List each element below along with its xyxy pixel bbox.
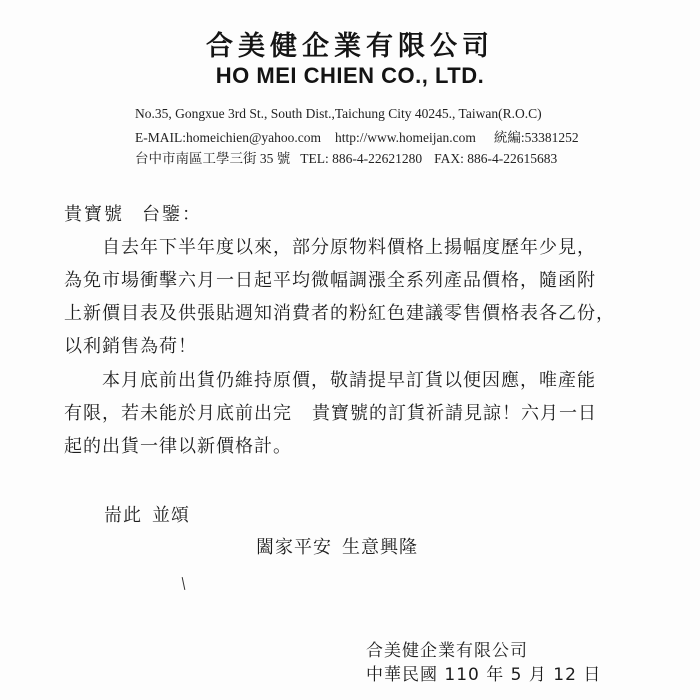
phone-line — [135, 147, 557, 167]
email-text: E-MAIL:homeichien@yahoo.com — [135, 130, 322, 145]
greeting-line — [256, 533, 418, 559]
company-name-chinese: 合美健企業有限公司 — [206, 31, 494, 62]
greeting-part2: 生意興隆 — [342, 537, 418, 558]
paragraph2-line2-part1: 有限，若未能於月底前出完 — [64, 403, 292, 424]
salutation — [64, 200, 202, 226]
closing-part2: 並頌 — [152, 505, 190, 526]
paragraph1-line2: 為免市場衝擊六月一日起平均微幅調漲全系列產品價格，隨函附 — [64, 270, 596, 291]
closing-line — [104, 501, 190, 527]
paragraph1-line3: 上新價目表及供張貼週知消費者的粉紅色建議零售價格表各乙份， — [64, 303, 615, 324]
paragraph1-line4: 以利銷售為荷！ — [64, 336, 197, 357]
contact-line — [135, 126, 579, 146]
stray-pen-mark — [182, 577, 186, 590]
paragraph2-line2 — [64, 399, 597, 425]
salutation-suffix: 台鑒： — [142, 204, 202, 225]
paragraph2-line1: 本月底前出貨仍維持原價，敬請提早訂貨以便因應，唯產能 — [102, 370, 596, 391]
tel-text: TEL: 886-4-22621280 — [300, 151, 423, 166]
tax-id-text: 統編:53381252 — [493, 130, 579, 145]
salutation-name: 貴寶號 — [64, 204, 124, 225]
address-chinese: 台中市南區工學三街 35 號 — [135, 151, 291, 166]
greeting-part1: 闔家平安 — [256, 537, 332, 558]
signature-date: 中華民國 110 年 5 月 12 日 — [366, 665, 602, 685]
signature-company: 合美健企業有限公司 — [366, 641, 528, 661]
paragraph2-line3: 起的出貨一律以新價格計。 — [64, 436, 292, 457]
address-english: No.35, Gongxue 3rd St., South Dist.,Taichung City 40245., Taiwan(R.O.C) — [135, 106, 542, 121]
closing-part1: 耑此 — [104, 505, 142, 526]
paragraph2-line2-part2: 貴寶號的訂貨祈請見諒！六月一日 — [312, 403, 597, 424]
website-text: http://www.homeijan.com — [335, 130, 476, 145]
paragraph1-line1: 自去年下半年度以來，部分原物料價格上揚幅度歷年少見， — [102, 237, 596, 258]
company-name-english: HO MEI CHIEN CO., LTD. — [215, 63, 485, 88]
fax-text: FAX: 886-4-22615683 — [434, 151, 558, 166]
